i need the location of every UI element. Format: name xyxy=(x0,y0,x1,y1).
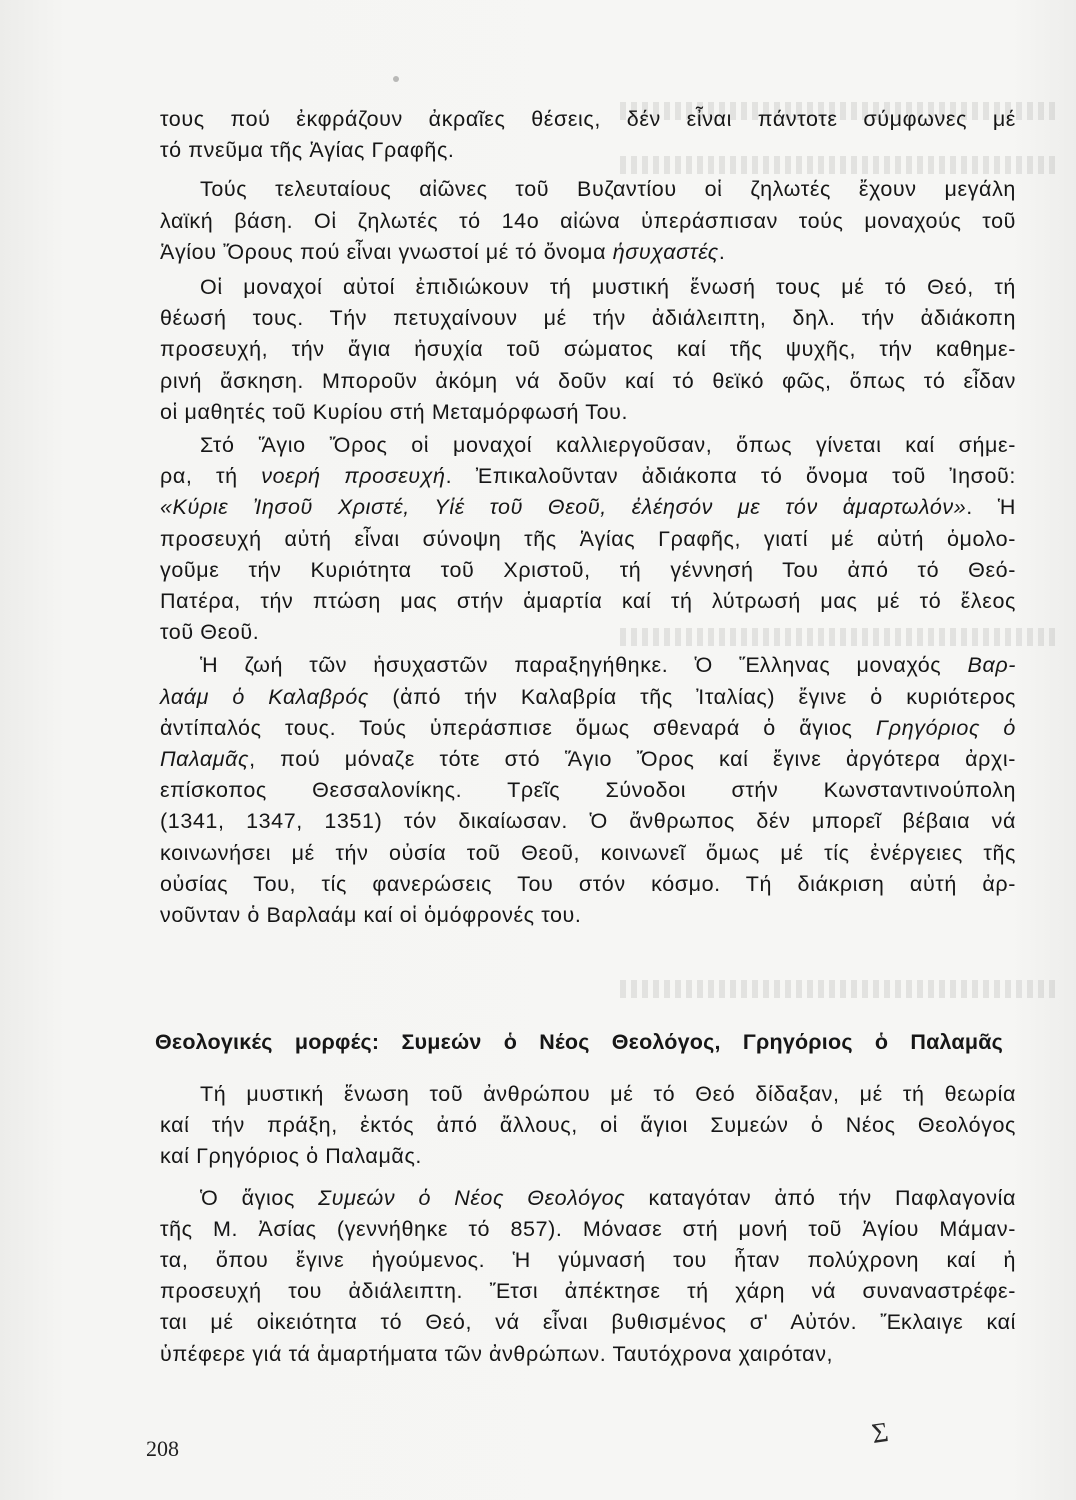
text-segment: ἀντίπαλός τους. Τούς ὑπεράσπισε ὅμως σθεναρά ὁ ἅγιος xyxy=(160,715,876,740)
italic-text: Συμεών ὁ Νέος Θεολόγος xyxy=(318,1185,626,1210)
text-segment: καί Γρηγόριος ὁ Παλαμᾶς. xyxy=(160,1144,422,1169)
text-line xyxy=(200,1183,1016,1214)
text-line xyxy=(160,1276,1016,1307)
text-segment: οἱ μαθητές τοῦ Κυρίου στή Μεταμόρφωσή Του. xyxy=(160,399,629,424)
text-line xyxy=(200,272,1016,303)
text-line xyxy=(160,366,1016,397)
text-line xyxy=(160,682,1016,713)
text-line xyxy=(160,869,1016,900)
text-line xyxy=(160,206,1016,237)
text-line xyxy=(160,713,1016,744)
text-segment: Στό Ἅγιο Ὄρος οἱ μοναχοί καλλιεργοῦσαν, ὅπως γίνεται καί σήμε- xyxy=(200,433,1016,457)
text-line xyxy=(160,1214,1016,1245)
text-segment: . xyxy=(718,239,726,264)
text-line xyxy=(160,104,1016,135)
text-line xyxy=(160,775,1016,806)
text-line xyxy=(160,1339,833,1370)
text-line xyxy=(160,838,1016,869)
text-line xyxy=(160,461,1016,492)
text-line xyxy=(200,174,1016,205)
text-segment: ρινή ἄσκηση. Μποροῦν ἀκόμη νά δοῦν καί τό θεϊκό φῶς, ὅπως τό εἶδαν xyxy=(160,368,1016,393)
text-segment: , πού μόναζε τότε στό Ἅγιο Ὄρος καί ἔγινε ἀργότερα ἀρχι- xyxy=(249,747,1016,771)
text-line xyxy=(160,744,1016,775)
text-segment: Τή μυστική ἕνωση τοῦ ἀνθρώπου μέ τό Θεό δίδαξαν, μέ τή θεωρία xyxy=(200,1082,1016,1106)
bleed-through xyxy=(620,628,1060,646)
text-line xyxy=(160,1245,1016,1276)
italic-text: «Κύριε Ἰησοῦ Χριστέ, Υἱέ τοῦ Θεοῦ, ἐλέησόν με τόν ἁμαρτωλόν» xyxy=(160,495,967,520)
text-segment: Πατέρα, τήν πτώση μας στήν ἁμαρτία καί τή λύτρωσή μας μέ τό ἔλεος xyxy=(160,589,1016,613)
text-segment: ρα, τή xyxy=(160,464,262,489)
section-heading: Θεολογικές μορφές: Συμεών ὁ Νέος Θεολόγος, Γρηγόριος ὁ Παλαμᾶς xyxy=(155,1030,1003,1054)
text-line xyxy=(200,430,1016,461)
page-number: 208 xyxy=(146,1436,179,1461)
text-line xyxy=(160,524,1016,555)
text-segment: Ἡ ζωή τῶν ἡσυχαστῶν παραξηγήθηκε. Ὁ Ἕλληνας μοναχός xyxy=(200,653,968,678)
text-segment: Τούς τελευταίους αἰῶνες τοῦ Βυζαντίου οἱ ζηλωτές ἔχουν μεγάλη xyxy=(200,177,1016,202)
text-line xyxy=(160,1307,1016,1338)
text-segment: θέωσή τους. Τήν πετυχαίνουν μέ τήν ἀδιάλειπτη, δηλ. τήν ἀδιάκοπη xyxy=(160,306,1016,331)
text-segment: Οἱ μοναχοί αὐτοί ἐπιδιώκουν τή μυστική ἕνωσή τους μέ τό Θεό, τή xyxy=(200,275,1016,299)
text-segment: Ἁγίου Ὄρους πού εἶναι γνωστοί μέ τό ὄνομα xyxy=(160,239,613,264)
text-line xyxy=(160,586,1016,617)
text-segment: επίσκοπος Θεσσαλονίκης. Τρεῖς Σύνοδοι στήν Κωνσταντινούπολη xyxy=(160,778,1016,803)
text-segment: . Ἡ xyxy=(966,495,1017,520)
text-line xyxy=(160,1141,422,1172)
bleed-through xyxy=(620,156,1060,174)
text-line xyxy=(160,237,725,268)
text-segment: ται μέ οἰκειότητα τό Θεό, νά εἶναι βυθισμένος σ' Αὐτόν. Ἔκλαιγε καί xyxy=(160,1310,1016,1335)
italic-text: λαάμ ὁ Καλαβρός xyxy=(160,684,369,709)
text-segment: τοῦ Θεοῦ. xyxy=(160,620,260,645)
text-segment: κοινωνήσει μέ τήν οὐσία τοῦ Θεοῦ, κοινωνεῖ ὅμως μέ τίς ἐνέργειες τῆς xyxy=(160,840,1016,865)
text-line xyxy=(160,303,1016,334)
text-line xyxy=(160,617,259,648)
text-segment: καί τήν πράξη, ἐκτός ἀπό ἄλλους, οἱ ἅγιοι Συμεών ὁ Νέος Θεολόγος xyxy=(160,1113,1016,1138)
text-segment: γοῦμε τήν Κυριότητα τοῦ Χριστοῦ, τή γέννησή Του ἀπό τό Θεό- xyxy=(160,557,1016,582)
text-line xyxy=(160,555,1016,586)
text-segment: τῆς Μ. Ἀσίας (γεννήθηκε τό 857). Μόνασε στή μονή τοῦ Ἁγίου Μάμαν- xyxy=(160,1216,1016,1241)
text-segment: ὑπέφερε γιά τά ἁμαρτήματα τῶν ἀνθρώπων. Ταυτόχρονα χαιρόταν, xyxy=(160,1341,834,1366)
italic-text: νοερή προσευχή xyxy=(261,464,446,489)
text-line xyxy=(160,334,1016,365)
text-segment: Ὁ ἅγιος xyxy=(200,1185,319,1210)
text-segment: καταγόταν ἀπό τήν Παφλαγονία xyxy=(625,1185,1016,1210)
italic-text: Παλαμᾶς xyxy=(160,747,250,771)
text-segment: τό πνεῦμα τῆς Ἁγίας Γραφῆς. xyxy=(160,138,455,163)
text-line xyxy=(160,397,628,428)
text-segment: νοῦνταν ὁ Βαρλαάμ καί οἱ ὁμόφρονές του. xyxy=(160,903,582,927)
text-line xyxy=(200,650,1016,681)
ink-dot xyxy=(393,76,399,82)
text-segment: προσευχή αὐτή εἶναι σύνοψη τῆς Ἁγίας Γραφῆς, γιατί μέ αὐτή ὁμολο- xyxy=(160,526,1016,551)
text-line xyxy=(160,806,1016,837)
text-line xyxy=(160,135,455,166)
text-line xyxy=(160,1110,1016,1141)
text-segment: . Ἐπικαλοῦνταν ἀδιάκοπα τό ὄνομα τοῦ Ἰησοῦ: xyxy=(445,464,1016,489)
corner-ink-mark: Σ xyxy=(869,1417,891,1450)
text-segment: τα, ὅπου ἔγινε ἡγούμενος. Ἡ γύμνασή του ἦταν πολύχρονη καί ἡ xyxy=(160,1248,1016,1272)
italic-text: Γρηγόριος ὁ xyxy=(875,715,1016,740)
text-line xyxy=(160,492,1016,523)
text-line xyxy=(200,1079,1016,1110)
text-segment: προσευχή, τήν ἅγια ἡσυχία τοῦ σώματος καί τῆς ψυχῆς, τήν καθημε- xyxy=(160,337,1016,362)
text-line xyxy=(160,900,581,931)
italic-text: ἡσυχαστές xyxy=(612,239,719,264)
text-segment: οὐσίας Του, τίς φανερώσεις Του στόν κόσμο. Τή διάκριση αὐτή ἀρ- xyxy=(160,871,1016,896)
text-segment: (ἀπό τήν Καλαβρία τῆς Ἰταλίας) ἔγινε ὁ κυριότερος xyxy=(368,684,1017,709)
text-segment: τους πού ἐκφράζουν ἀκραῖες θέσεις, δέν εἶναι πάντοτε σύμφωνες μέ xyxy=(160,107,1016,131)
text-segment: προσευχή του ἀδιάλειπτη. Ἔτσι ἀπέκτησε τή χάρη νά συναναστρέφε- xyxy=(160,1279,1016,1304)
bleed-through xyxy=(620,980,1060,998)
text-segment: (1341, 1347, 1351) τόν δικαίωσαν. Ὁ ἄνθρωπος δέν μπορεῖ βέβαια νά xyxy=(160,809,1016,834)
italic-text: Βαρ- xyxy=(967,653,1016,678)
text-segment: λαϊκή βάση. Οἱ ζηλωτές τό 14ο αἰώνα ὑπεράσπισαν τούς μοναχούς τοῦ xyxy=(160,208,1016,233)
